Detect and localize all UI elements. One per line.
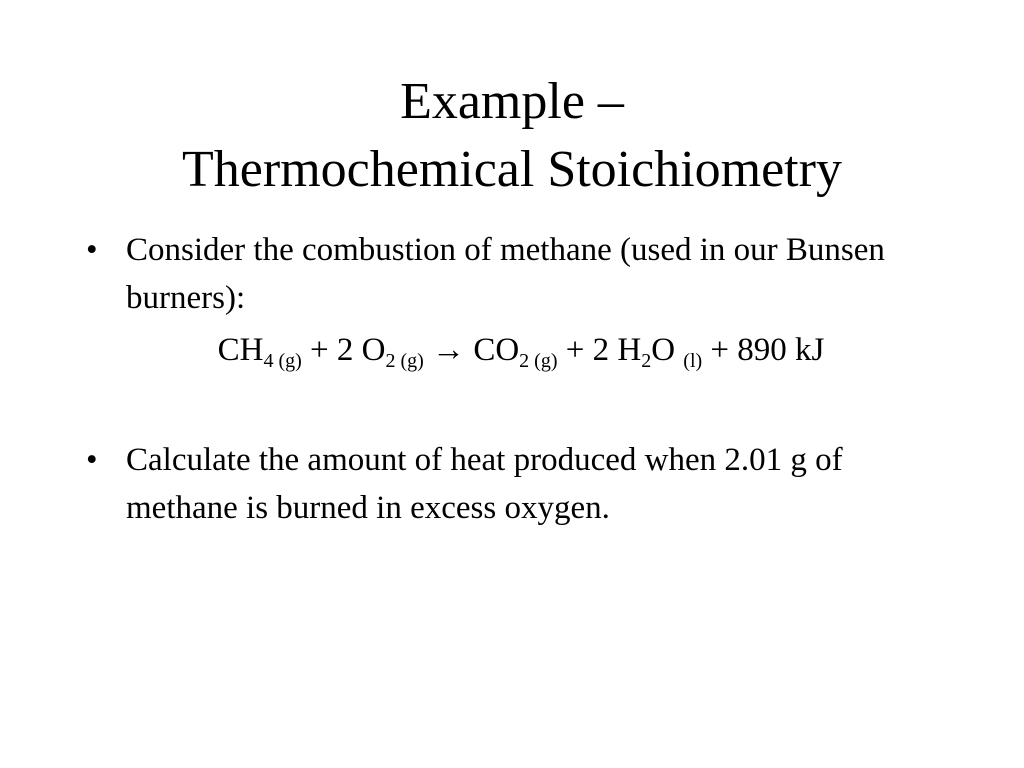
spacer: [86, 374, 946, 436]
bullet-text: Calculate the amount of heat produced when 2.01 g of methane is burned in excess oxygen.: [126, 442, 843, 526]
slide-body: [86, 226, 946, 532]
bullet-mark: •: [86, 232, 98, 268]
slide-title: [0, 68, 1024, 204]
title-line-1: Example –: [400, 73, 624, 130]
eq-plus-water: + 2 H: [557, 332, 642, 368]
eq-plus-oxygen: + 2 O: [301, 332, 386, 368]
eq-water-h-subscript: 2: [641, 350, 652, 372]
reaction-arrow-icon: →: [423, 332, 474, 368]
bullet-item-calculate: [86, 436, 946, 532]
eq-reactant-methane: CH: [217, 332, 264, 368]
eq-water-tail: O: [651, 332, 684, 368]
eq-product-co2: CO: [473, 332, 520, 368]
eq-water-phase: (l): [683, 350, 703, 372]
bullet-mark: •: [86, 442, 98, 478]
bullet-text: Consider the combustion of methane (used in our Bunsen burners):: [126, 232, 885, 316]
eq-heat: + 890 kJ: [702, 332, 825, 368]
eq-co2-subscript: 2 (g): [519, 350, 558, 372]
bullet-item-combustion: [86, 226, 946, 322]
title-line-2: Thermochemical Stoichiometry: [182, 141, 842, 198]
eq-methane-subscript: 4 (g): [263, 350, 302, 372]
chemical-equation: [86, 326, 946, 374]
eq-oxygen-subscript: 2 (g): [385, 350, 424, 372]
